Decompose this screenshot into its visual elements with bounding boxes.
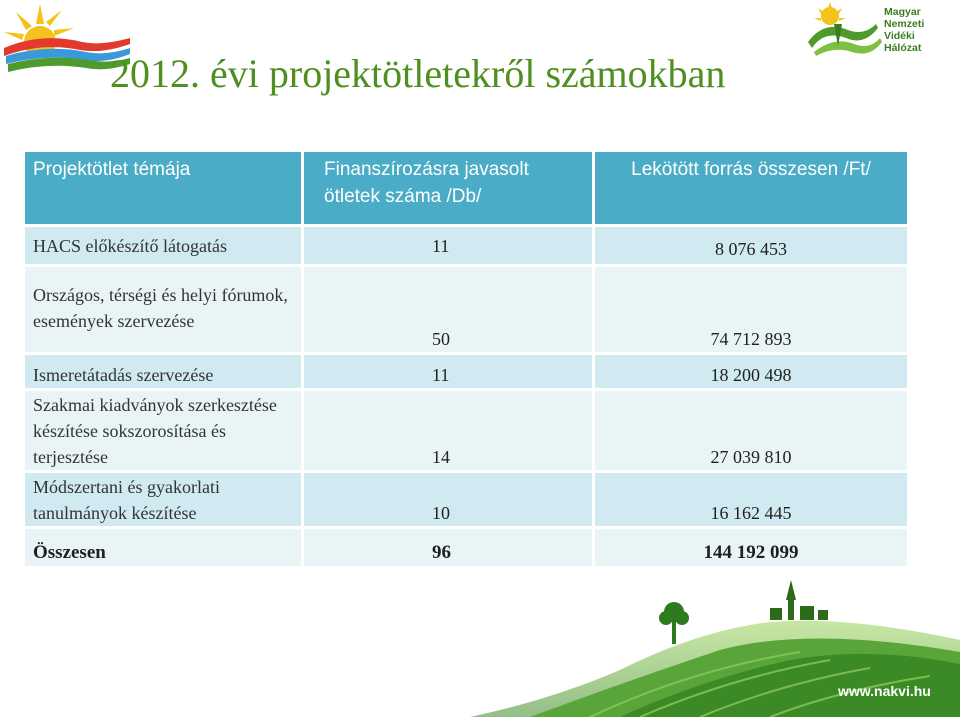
logo-line: Magyar bbox=[884, 6, 921, 18]
cell-amount: 18 200 498 bbox=[595, 352, 907, 388]
cell-topic: Országos, térségi és helyi fórumok, események szervezése bbox=[25, 264, 304, 352]
table-row bbox=[25, 224, 907, 264]
table-row bbox=[25, 264, 907, 352]
cell-amount: 16 162 445 bbox=[595, 470, 907, 526]
cell-total-label: Összesen bbox=[25, 526, 304, 566]
cell-total-count: 96 bbox=[304, 526, 595, 566]
project-ideas-table bbox=[25, 152, 907, 566]
cell-count: 11 bbox=[304, 352, 595, 388]
cell-amount: 27 039 810 bbox=[595, 388, 907, 470]
header-topic: Projektötlet témája bbox=[25, 152, 304, 224]
cell-topic: Szakmai kiadványok szerkesztése készítése sokszorosítása és terjesztése bbox=[25, 388, 304, 470]
header-amount: Lekötött forrás összesen /Ft/ bbox=[595, 152, 907, 224]
table-row bbox=[25, 470, 907, 526]
header-count: Finanszírozásra javasolt ötletek száma /Db/ bbox=[304, 152, 595, 224]
cell-amount: 74 712 893 bbox=[595, 264, 907, 352]
mnvh-logo-text bbox=[884, 6, 954, 54]
cell-count: 14 bbox=[304, 388, 595, 470]
table-row bbox=[25, 388, 907, 470]
cell-topic: Módszertani és gyakorlati tanulmányok készítése bbox=[25, 470, 304, 526]
cell-total-amount: 144 192 099 bbox=[595, 526, 907, 566]
cell-count: 11 bbox=[304, 224, 595, 264]
logo-line: Hálózat bbox=[884, 42, 922, 54]
cell-count: 50 bbox=[304, 264, 595, 352]
logo-line: Vidéki bbox=[884, 30, 915, 42]
table-row bbox=[25, 352, 907, 388]
table-header-row bbox=[25, 152, 907, 224]
cell-topic: Ismeretátadás szervezése bbox=[25, 352, 304, 388]
page-title: 2012. évi projektötletekről számokban bbox=[110, 51, 726, 96]
cell-count: 10 bbox=[304, 470, 595, 526]
cell-amount: 8 076 453 bbox=[595, 224, 907, 264]
website-url: www.nakvi.hu bbox=[838, 683, 931, 699]
logo-line: Nemzeti bbox=[884, 18, 925, 30]
cell-topic: HACS előkészítő látogatás bbox=[25, 224, 304, 264]
